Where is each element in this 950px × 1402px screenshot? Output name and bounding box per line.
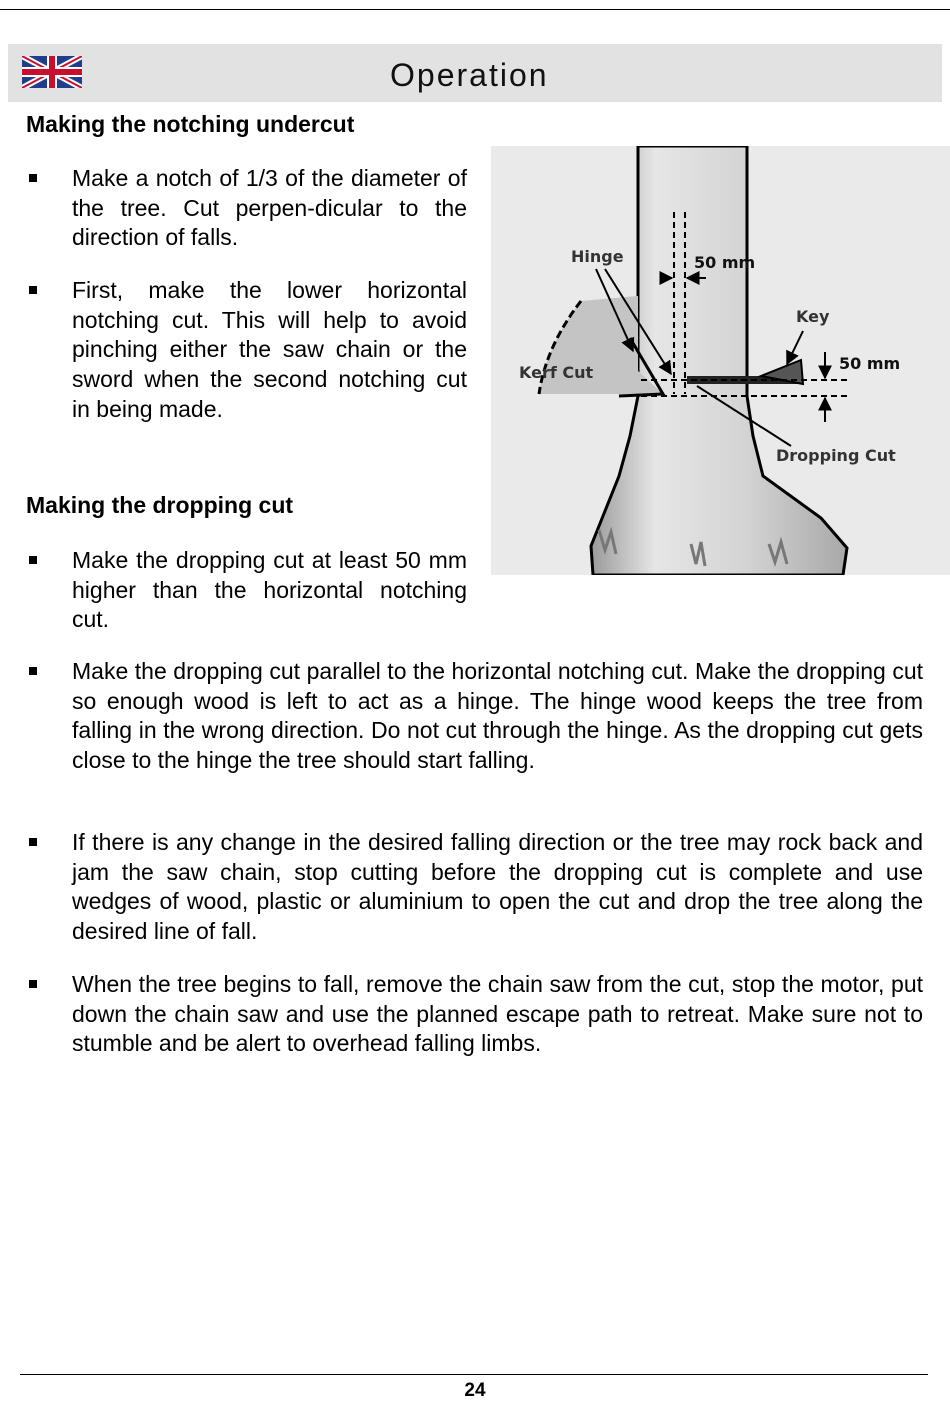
footer-rule — [20, 1374, 928, 1375]
page-number: 24 — [464, 1380, 486, 1401]
list-item-text: Make a notch of 1/3 of the diameter of the tree. Cut perpen-dicular to the direction of falls. — [72, 165, 467, 251]
bullet-icon — [29, 174, 37, 182]
label-key: Key — [796, 307, 830, 326]
page-title: Operation — [390, 57, 549, 93]
section-heading-notching: Making the notching undercut — [26, 111, 355, 137]
bullet-icon — [29, 556, 37, 564]
list-item-text: First, make the lower horizontal notching cut. This will help to avoid pinching either the saw chain or the sword when the second notching cut in being made. — [72, 277, 467, 422]
list-item — [72, 657, 923, 776]
list-item-text: When the tree begins to fall, remove the chain saw from the cut, stop the motor, put down the chain saw and use the planned escape path to retreat. Make sure not to stumble and be alert to overhead falling limbs. — [72, 971, 923, 1057]
list-item — [72, 276, 467, 425]
bullet-icon — [29, 286, 37, 294]
list-item-text: If there is any change in the desired falling direction or the tree may rock back and jam the saw chain, stop cutting before the dropping cut is complete and use wedges of wood, plastic or aluminium to open the cut and drop the tree along the desired line of fall. — [72, 829, 923, 945]
bullet-icon — [29, 838, 37, 846]
label-hinge-width: 50 mm — [694, 253, 756, 272]
bullet-icon — [29, 980, 37, 988]
list-item — [72, 828, 923, 947]
top-rule — [0, 9, 950, 10]
section-heading-dropping: Making the dropping cut — [26, 492, 294, 518]
list-item — [72, 164, 467, 253]
label-key-height: 50 mm — [839, 354, 901, 373]
list-item — [72, 546, 467, 635]
list-item-text: Make the dropping cut parallel to the horizontal notching cut. Make the dropping cut so enough wood is left to act as a hinge. The hinge wood keeps the tree from falling in the wrong direction. Do not cut through the hinge. As the dropping cut gets close to the hinge the tree should start falling. — [72, 658, 923, 774]
list-item — [72, 970, 923, 1059]
label-kerf-cut: Kerf Cut — [519, 363, 594, 382]
list-item-text: Make the dropping cut at least 50 mm higher than the horizontal notching cut. — [72, 547, 467, 633]
page-header — [8, 44, 942, 102]
label-hinge: Hinge — [571, 247, 624, 266]
felling-cut-diagram — [491, 146, 950, 575]
label-dropping-cut: Dropping Cut — [776, 446, 896, 465]
uk-flag-icon — [22, 56, 82, 88]
bullet-icon — [29, 667, 37, 675]
